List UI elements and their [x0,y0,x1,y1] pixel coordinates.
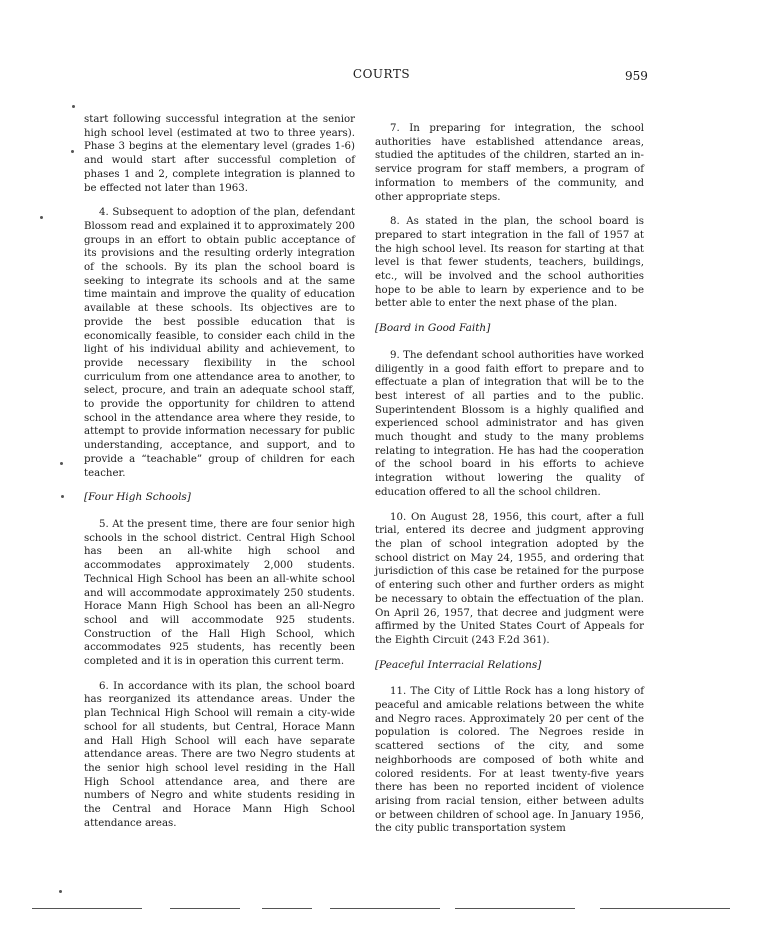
paragraph-4: 4. Subsequent to adoption of the plan, defendant Blossom read and explained it to approximately 200 groups in an effort to obtain public acceptance of its provisions and the resulting orderly integration of the schools. By its plan the school board is seeking to integrate its schools and at the same time maintain and improve the quality of education available at these schools. Its objectives are to provide the best possible education that is economically feasible, to consider each child in the light of his individual ability and achievement, to provide necessary flexibility in the school curriculum from one attendance area to another, to select, procure, and train an adequate school staff, to provide the opportunity for children to attend school in the attendance area where they reside, to attempt to provide information necessary for public understanding, acceptance, and support, and to provide a “teachable” group of children for each teacher. [84,207,355,479]
scan-speck [61,495,64,498]
paragraph-11: 11. The City of Little Rock has a long history of peaceful and amicable relations between the white and Negro races. Approximately 20 per cent of the population is colored. The Negroes reside in scattered sections of the city, and some neighborhoods are composed of both white and colored residents. For at least twenty-five years there has been no reported incident of violence arising from racial tension, either between adults or between children of school age. In January 1956, the city public transportation system [375,686,644,835]
section-heading-board-good-faith: [Board in Good Faith] [375,322,491,335]
paragraph-7: 7. In preparing for integration, the school authorities have established attendance areas, studied the aptitudes of the children, started an in-service program for staff members, a program of information to members of the community, and other appropriate steps. [375,123,644,203]
paragraph-5: 5. At the present time, there are four senior high schools in the school district. Central High School has been an all-white high school and accommodates approximately 2,000 students. Technical High School has been an all-white school and will accommodate approximately 250 students. Horace Mann High School has been an all-Negro school and will accommodate 925 students. Construction of the Hall High School, which accommodates 925 students, has recently been completed and it is in operation this current term. [84,518,355,668]
scan-speck [60,462,63,465]
scan-speck [40,216,43,219]
right-column [375,122,644,847]
running-head-title: COURTS [352,67,411,81]
paragraph-9: 9. The defendant school authorities have worked diligently in a good faith effort to prepare and to effectuate a plan of integration that will be to the best interest of all parties and to the public. Superintendent Blossom is a highly qualified and experienced school administrator and has given much thought and study to the many problems relating to integration. He has had the cooperation of the school board in his efforts to achieve integration without lowering the quality of education offered to all the school children. [375,349,644,498]
paragraph-8: 8. As stated in the plan, the school board is prepared to start integration in the fall of 1957 at the high school level. Its reason for starting at that level is that fewer students, teachers, buildings, etc., will be involved and the school authorities hope to be able to learn by experience and to be better able to enter the next phase of the plan. [375,216,644,310]
left-column [84,113,355,841]
section-heading-peaceful-relations: [Peaceful Interracial Relations] [375,658,542,671]
paragraph-continued: start following successful integration at the senior high school level (estimated at two to three years). Phase 3 begins at the elementary level (grades 1-6) and would start after successful completion of phases 1 and 2, complete integration is planned to be effected not later than 1963. [84,114,355,194]
scan-speck [71,150,74,153]
section-heading-four-high-schools: [Four High Schools] [84,491,191,504]
scan-edge-line [170,908,240,909]
page-number: 959 [625,69,648,83]
scan-speck [59,890,62,893]
scan-edge-line [262,908,312,909]
scan-speck [72,105,75,108]
scan-edge-line [32,908,142,909]
paragraph-10: 10. On August 28, 1956, this court, after a full trial, entered its decree and judgment approving the plan of school integration adopted by the school district on May 24, 1955, and ordering that jurisdiction of this case be retained for the purpose of entering such other and further orders as might be necessary to obtain the effectuation of the plan. On April 26, 1957, that decree and judgment were affirmed by the United States Court of Appeals for the Eighth Circuit (243 F.2d 361). [375,511,644,646]
scan-edge-line [455,908,575,909]
scan-edge-line [600,908,730,909]
scan-edge-line [330,908,440,909]
paragraph-6: 6. In accordance with its plan, the school board has reorganized its attendance areas. Under the plan Technical High School will remain a city-wide school for all students, but Central, Horace Mann and Hall High School will each have separate attendance areas. There are two Negro students at the senior high school level residing in the Hall High School attendance area, and there are numbers of Negro and white students residing in the Central and Horace Mann High School attendance areas. [84,680,355,829]
